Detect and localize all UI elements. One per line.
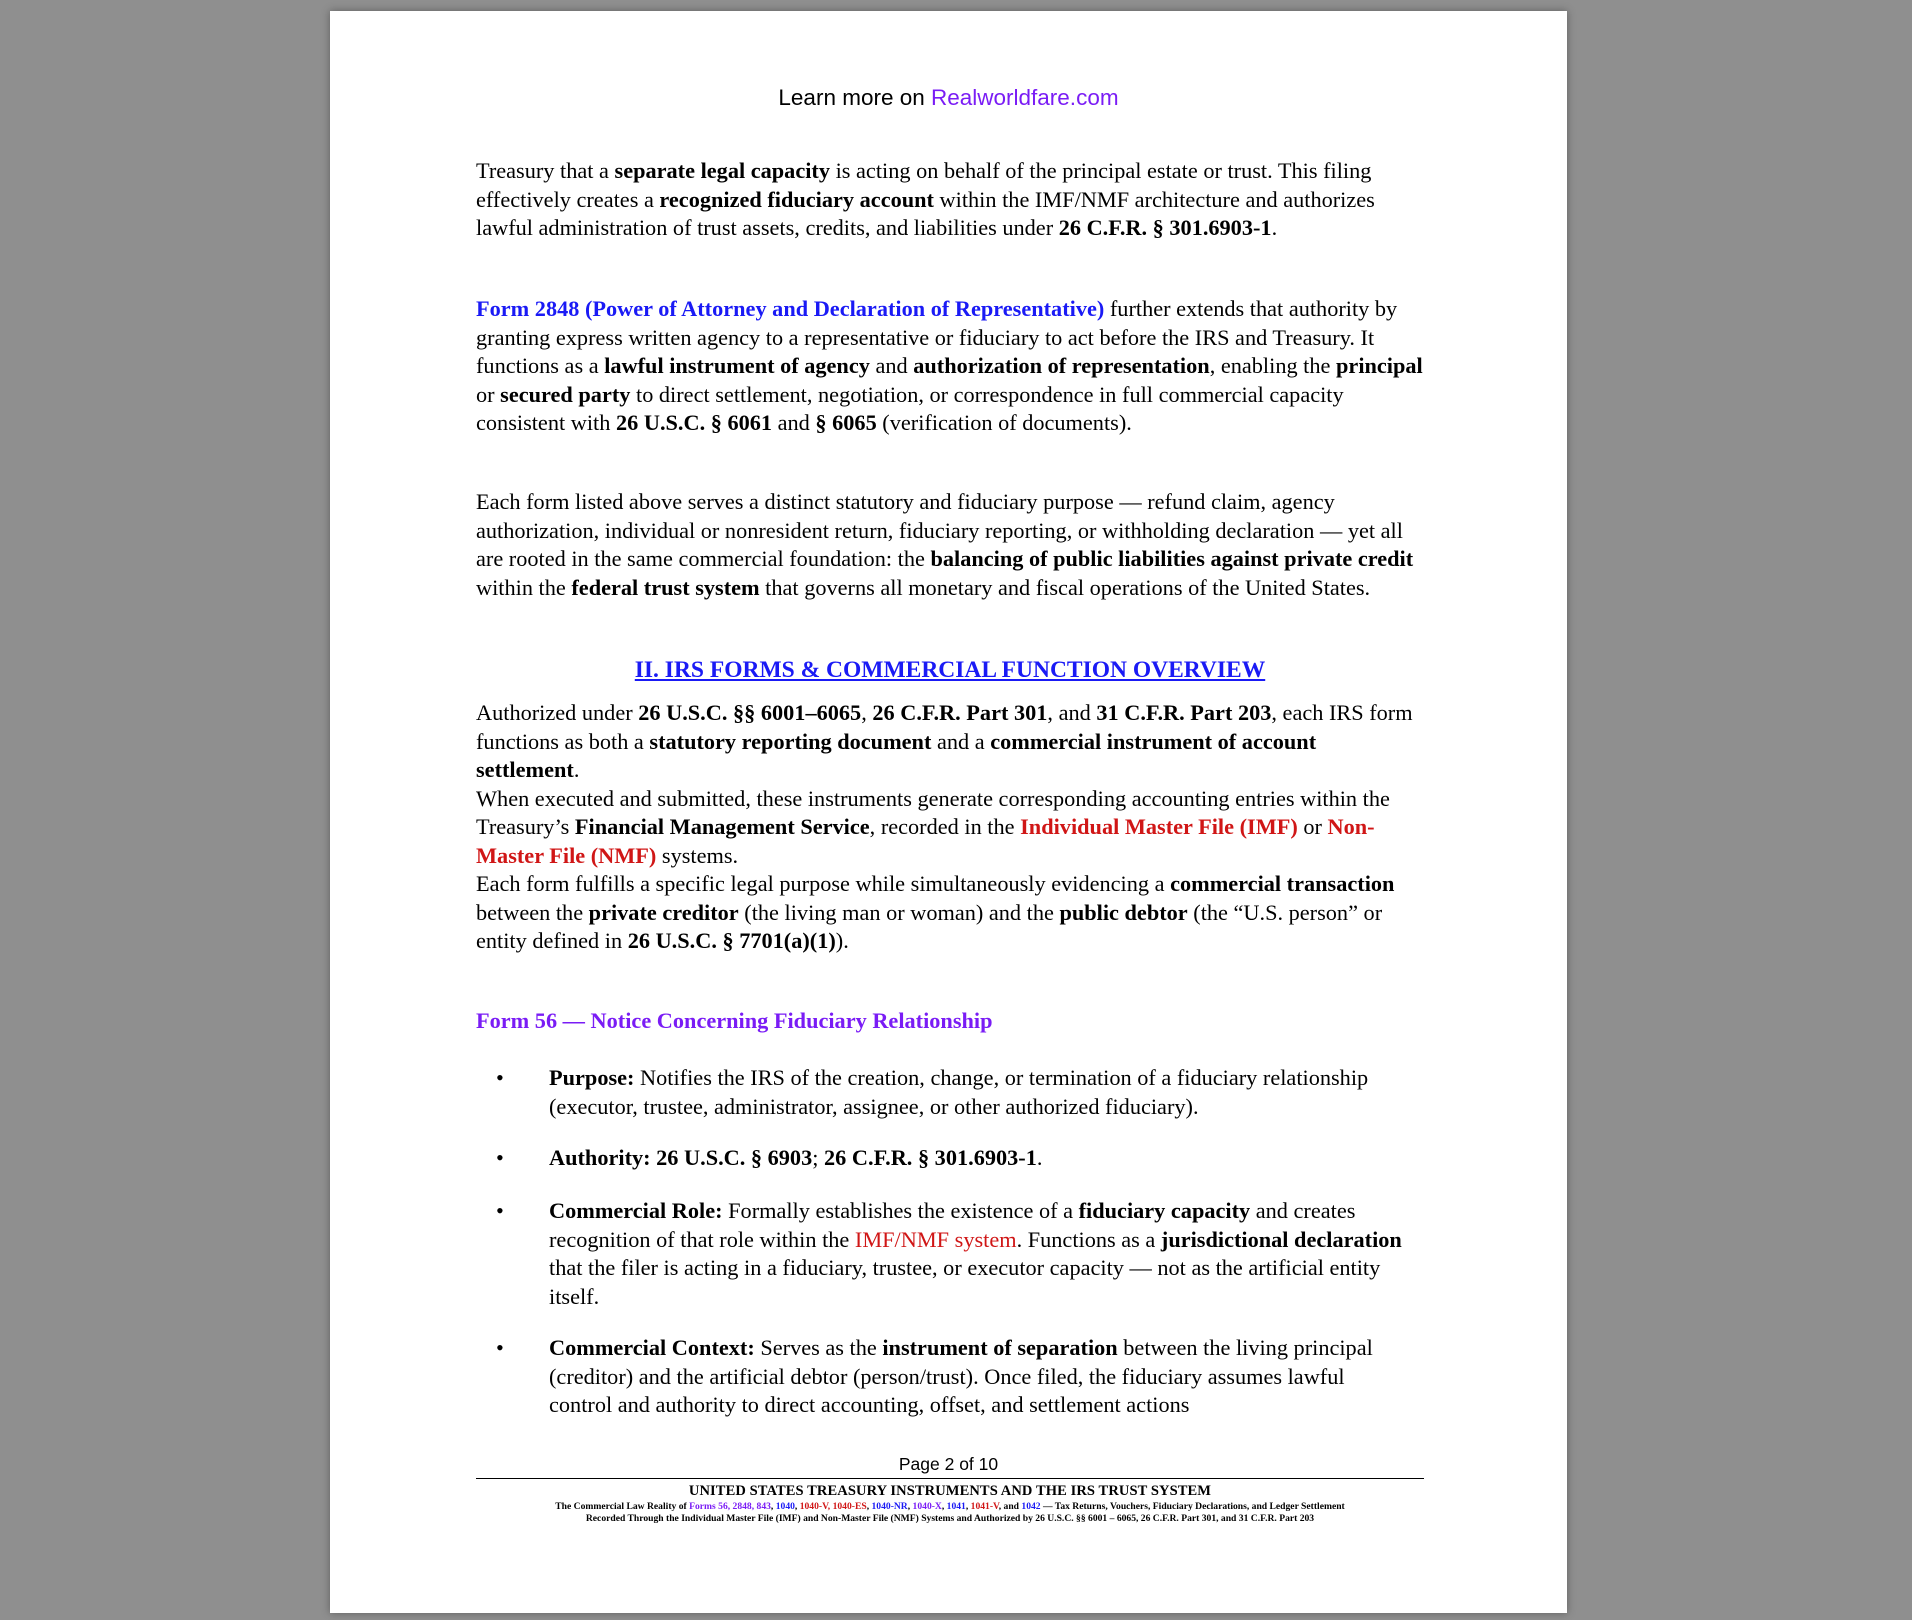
text: that the filer is acting in a fiduciary, trustee, or executor capacity — not as the artificial entity itself. (549, 1255, 1381, 1309)
text: , each IRS form functions as both a (476, 700, 1413, 754)
learn-more-prefix: Learn more on (778, 85, 931, 110)
separator: , (866, 1501, 872, 1512)
text: within the (476, 574, 572, 600)
bold-text: Financial Management Service (574, 814, 870, 839)
text: Serves as the (754, 1335, 883, 1360)
document-page (330, 11, 1567, 1613)
bold-text: § 6065 (815, 410, 877, 435)
text: . (1036, 1145, 1043, 1170)
bullet-label: Purpose: (549, 1065, 635, 1090)
bold-text: fiduciary capacity (1078, 1198, 1251, 1223)
bullet-text (549, 1197, 1409, 1311)
text: and creates recognition of that role within the (549, 1198, 1356, 1252)
text: When executed and submitted, these instruments generate corresponding accounting entries within the Treasury’s (476, 785, 1390, 839)
bold-text: authorization of representation (913, 353, 1210, 378)
separator: , (907, 1501, 913, 1512)
form-reference: 1040-V, 1040-ES (799, 1501, 867, 1512)
bold-text: recognized fiduciary account (659, 186, 934, 212)
bold-text: 26 C.F.R. § 301.6903-1 (1058, 215, 1272, 240)
text: Notifies the IRS of the creation, change, or termination of a fiduciary relationship (executor, trustee, administrator, assignee, or other authorized fiduciary). (549, 1065, 1369, 1119)
bold-text: commercial instrument of account settlement (476, 728, 1317, 782)
separator: , (770, 1501, 776, 1512)
footer-title: UNITED STATES TREASURY INSTRUMENTS AND THE IRS TRUST SYSTEM (688, 1483, 1212, 1499)
imf-highlight: Individual Master File (IMF) (1020, 814, 1298, 839)
text: Treasury that a (476, 158, 615, 183)
footer-divider (476, 1478, 1424, 1479)
form-reference: 1041-V (970, 1501, 999, 1512)
bold-text: separate legal capacity (614, 158, 830, 183)
text: or (476, 381, 501, 407)
text: . (573, 757, 580, 782)
text: — Tax Returns, Vouchers, Fiduciary Declarations, and Ledger Settlement (1040, 1501, 1345, 1512)
bold-text: lawful instrument of agency (604, 353, 870, 378)
form-reference: Forms 56, 2848, 843 (689, 1501, 771, 1512)
bold-text: 26 C.F.R. Part 301 (872, 700, 1048, 725)
separator: , (794, 1501, 800, 1512)
text: Each form listed above serves a distinct statutory and fiduciary purpose — refund claim, agency authorization, individual or nonresident return, fiduciary reporting, or withholding declaration — yet all are rooted in the same commercial foundation: the (476, 489, 1403, 571)
bold-text: public debtor (1059, 899, 1188, 925)
text: Formally establishes the existence of a (722, 1198, 1079, 1223)
form-reference: 1041 (946, 1501, 966, 1512)
paragraph-overview (476, 699, 1424, 956)
form-56-heading[interactable]: Form 56 — Notice Concerning Fiduciary Relationship (476, 1008, 993, 1033)
paragraph-separate-legal-capacity (476, 157, 1424, 243)
bold-text: 26 U.S.C. §§ 6001–6065 (638, 700, 862, 725)
bullet-text (549, 1064, 1409, 1121)
separator: , and (998, 1501, 1022, 1512)
text: , (861, 700, 873, 725)
nmf-highlight: Non-Master File (NMF) (476, 814, 1375, 868)
text: Authorized under (476, 700, 639, 725)
bullet-icon: • (496, 1065, 504, 1090)
bold-text: jurisdictional declaration (1160, 1226, 1402, 1252)
bold-text: federal trust system (571, 574, 760, 600)
text: , enabling the (1209, 353, 1337, 378)
form-reference: 1040 (775, 1501, 795, 1512)
text: between the living principal (creditor) and the artificial debtor (person/trust). Once filed, the fiduciary assumes lawful control and authority to direct accounting, offset, and settlement actions (549, 1335, 1373, 1417)
text: that governs all monetary and fiscal operations of the United States. (759, 574, 1371, 600)
bold-text: 26 C.F.R. § 301.6903-1 (824, 1145, 1037, 1170)
section-heading-irs-forms[interactable]: II. IRS FORMS & COMMERCIAL FUNCTION OVERVIEW (634, 657, 1266, 683)
bullet-label: Commercial Context: (549, 1335, 755, 1360)
separator: , (941, 1501, 947, 1512)
bold-text: private creditor (588, 899, 739, 925)
bullet-text (549, 1144, 1409, 1173)
text: (the living man or woman) and the (738, 899, 1060, 925)
page-number: Page 2 of 10 (898, 1454, 999, 1474)
text: Each form fulfills a specific legal purpose while simultaneously evidencing a (476, 871, 1171, 896)
form-2848-link[interactable]: Form 2848 (Power of Attorney and Declaration of Representative) (476, 296, 1105, 321)
text: and a (931, 728, 991, 754)
bullet-icon: • (496, 1145, 504, 1170)
bold-text: 26 U.S.C. § 6061 (615, 410, 773, 435)
form-reference: 1040-X (912, 1501, 942, 1512)
text: or (1297, 814, 1328, 839)
text: and (869, 353, 914, 378)
footer-subtitle-line-1 (476, 1501, 1424, 1513)
text: further extends that authority by granting express written agency to a representative or fiduciary to act before the IRS and Treasury. It functions as a (476, 296, 1398, 378)
text: within the IMF/NMF architecture and authorizes lawful administration of trust assets, credits, and liabilities under (476, 186, 1375, 240)
text: ; (812, 1145, 825, 1170)
text: . (1271, 215, 1278, 240)
paragraph-each-form (476, 488, 1424, 602)
text: between the (476, 899, 589, 925)
bullet-label: Commercial Role: (549, 1198, 723, 1223)
bullet-icon: • (496, 1335, 504, 1360)
text: , recorded in the (869, 814, 1021, 839)
bold-text: commercial transaction (1170, 871, 1395, 896)
text: and (772, 410, 816, 435)
bold-text: 26 U.S.C. § 7701(a)(1) (627, 928, 836, 953)
footer-subtitle-line-2: Recorded Through the Individual Master File (IMF) and Non-Master File (NMF) Systems and Authorized by 26 U.S.C. §§ 6001 – 6065, 26 C.F.R. Part 301, and 31 C.F.R. Part 203 (585, 1513, 1315, 1524)
bold-text: 31 C.F.R. Part 203 (1096, 700, 1272, 725)
text: (the “U.S. person” or entity defined in (476, 899, 1383, 953)
text: , and (1047, 700, 1097, 725)
bullet-label: Authority: 26 U.S.C. § 6903 (549, 1145, 813, 1170)
bold-text: principal (1336, 353, 1423, 378)
text: ). (835, 928, 849, 953)
learn-more-banner (330, 85, 1567, 111)
separator: , (965, 1501, 971, 1512)
text: to direct settlement, negotiation, or correspondence in full commercial capacity consistent with (476, 381, 1344, 435)
bullet-text (549, 1334, 1409, 1420)
imf-nmf-highlight: IMF/NMF system (854, 1226, 1017, 1252)
text: (verification of documents). (876, 410, 1132, 435)
bold-text: instrument of separation (882, 1335, 1118, 1360)
text: . Functions as a (1016, 1226, 1161, 1252)
form-reference: 1040-NR (871, 1501, 908, 1512)
paragraph-form-2848 (476, 295, 1424, 438)
text: systems. (656, 842, 739, 868)
footer-forms-list (689, 1501, 1040, 1512)
text: is acting on behalf of the principal estate or trust. This filing effectively creates a (476, 158, 1372, 212)
form-reference: 1042 (1021, 1501, 1041, 1512)
realworldfare-link[interactable]: Realworldfare.com (931, 85, 1119, 110)
bold-text: statutory reporting document (649, 728, 932, 754)
bullet-icon: • (496, 1198, 504, 1223)
bold-text: balancing of public liabilities against private credit (930, 546, 1414, 571)
text: The Commercial Law Reality of (555, 1501, 690, 1512)
bold-text: secured party (500, 381, 631, 407)
